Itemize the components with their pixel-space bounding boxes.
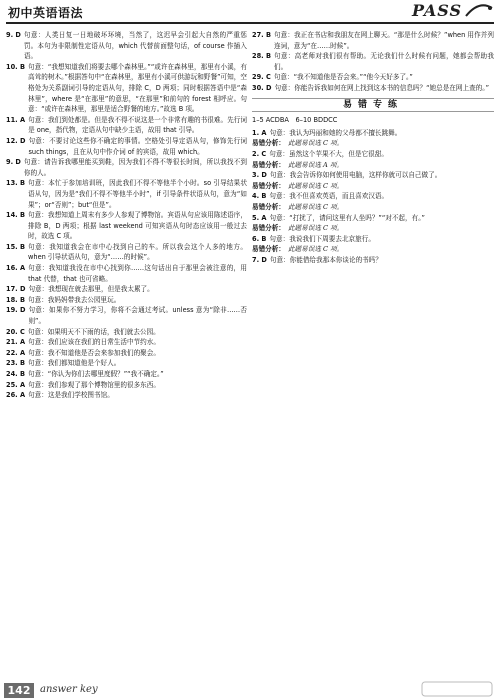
question-number: 10. B [6,62,26,71]
explanation-text: 句意：如果明天不下雨的话，我们就去公园。 [27,327,160,336]
answer-entry [252,213,494,224]
question-number: 4. B [252,192,267,201]
error-entry-list [252,128,494,266]
explanation-text: 句意：如果你不努力学习，你将不会通过考试。unless 意为“除非……否则”。 [28,306,247,326]
explanation-text: 句意：我不知道他是否会来参加我们的聚会。 [28,348,160,357]
answer-entry [6,115,247,136]
explanation-text: 句意：虽然这个苹果不大，但是它很甜。 [269,149,388,158]
explanation-text: 句意：我妈妈带我去公园里玩。 [28,295,121,304]
answer-entry [252,51,494,72]
analysis-text: 此题易误选 C 项。 [287,202,344,211]
question-number: 13. B [6,179,26,188]
answer-entry [6,210,247,242]
answer-entry [252,170,494,181]
answer-line: 1–5 ACDBA 6–10 BDDCC [252,116,338,125]
answer-entry [252,255,494,266]
error-analysis [252,138,494,149]
answer-entry [6,242,247,263]
answer-entry [252,234,494,245]
explanation-text: 句意：我想现在就去那里，但是我太累了。 [28,285,154,294]
explanation-text: 句意：“你认为你们去哪里度假？”“我不确定。” [28,370,164,378]
analysis-text: 此题易误选 C 项。 [287,181,344,190]
book-title: 初中英语语法 [8,6,84,20]
explanation-text: 句意：“我不知道他是否会来。”“他今天好多了。” [273,73,413,82]
explanation-text: 句意：人类日复一日地破坏环境，当然了，这迟早会引起大自然的严重惩罚。本句为非限制性定语从句，which 代替前面整句话，of course 作插入语。 [23,31,247,61]
explanation-text: 句意：不要讨论这些你不确定的事情。空格处引导定语从句，修饰先行词 such things，且在从句中作介词 of 的宾语，故用 which。 [28,136,247,156]
question-number: 20. C [6,327,25,336]
analysis-label: 易错分析： [252,181,285,190]
question-number: 18. B [6,295,26,304]
question-number: 14. B [6,211,26,220]
brand-logo: PASS [411,1,462,20]
explanation-text: 句意：我正在书店和我朋友在网上聊天。“那是什么时候？”when 用作并列连词，意为“在……时候”。 [274,31,494,50]
error-analysis [252,181,494,192]
answer-entry [6,62,247,115]
answer-entry [6,369,247,380]
analysis-text: 此题易误选 A 项。 [287,160,344,169]
question-number: 25. A [6,380,26,389]
answer-entry [6,348,247,359]
answer-entry [6,30,247,62]
page-number: 142 [4,683,34,698]
right-entry-list [252,30,494,94]
explanation-text: 句意：“打扰了，请问这里有人坐吗？”“对不起，有。” [269,213,425,222]
question-number: 19. D [6,306,26,315]
error-analysis [252,202,494,213]
explanation-text: 句意：我知道我会在市中心找到自己的车。所以我会这个人多的地方。when 引导状语从句，意为“……的时候”。 [28,242,247,262]
question-number: 30. D [252,83,272,92]
page-header [0,0,500,32]
question-number: 15. B [6,242,26,251]
error-analysis [252,244,494,255]
answer-entry [252,83,494,94]
question-number: 9. D [6,31,21,39]
question-number: 27. B [252,31,272,39]
answer-entry [6,295,247,306]
explanation-text: 句意：我想知道上周末有多少人参观了博物馆。宾语从句应该用陈述语序，排除 B，D 两项；根据 last weekend 可知宾语从句时态应该用一般过去时，故选 C 项。 [28,211,247,241]
analysis-text: 此题易误选 C 项。 [287,139,344,148]
question-number: 12. D [6,136,26,145]
explanation-text: 句意：我们参观了那个博物馆里的很多东西。 [28,380,160,389]
page-footer [0,682,500,700]
explanation-text: 句意：“我想知道我们将要去哪个森林里。”“或许在森林里，那里有小溪，有高耸的树木。”根据答句中“在森林里，那里有小溪可供游玩和野餐”可知，空格处为关系副词引导的定语从句，排除 C，D 两项；同时根据答语中是“森林里”，where 是“在那里”的意思，“在那里”和前句的 forest 相呼应。句意：“或许在森林里，那里是适合野餐的地方。”故选 B 项。 [28,62,247,114]
brand-mark-icon [464,2,494,20]
question-number: 9. D [6,158,21,167]
question-number: 24. B [6,370,26,378]
explanation-text: 句意：本忙于参加培训班，因此我们不得不等他半个小时。so 引导结果状语从句，因为是“我们不得不等他半小时”，if 引导条件状语从句，意为“如果”；or“否则”；but“但是”。 [28,179,247,209]
question-number: 3. D [252,171,267,180]
answer-entry [6,157,247,178]
explanation-text: 句意：我们应该在我们的日常生活中节约水。 [28,338,160,347]
error-analysis [252,160,494,171]
question-number: 6. B [252,234,267,243]
error-analysis [252,223,494,234]
explanation-text: 句意：我会告诉你如何使用电脑，这样你就可以自己做了。 [269,171,442,180]
question-number: 1. A [252,128,267,137]
question-number: 21. A [6,338,26,347]
question-number: 22. A [6,348,26,357]
explanation-text: 句意：我知道我没在市中心找到你……这句话出自于那里会被注意的，用 that 代替，that 也可省略。 [28,264,247,283]
question-number: 2. C [252,149,267,158]
answer-entry [6,337,247,348]
analysis-text: 此题易误选 C 项。 [287,245,344,254]
question-number: 17. D [6,285,26,294]
question-number: 7. D [252,255,267,264]
explanation-text: 句意：高老师对我们很有帮助。无论我们什么时候有问题，她都会帮助我们。 [274,52,494,71]
answer-entry [6,284,247,295]
answer-entry [6,327,247,338]
question-number: 23. B [6,359,26,368]
answer-entry [252,30,494,51]
explanation-text: 句意：我们到处都是。但是我不得不说这是一个非常有趣的书很难。先行词是 one，指代物，定语从句中缺少主语，故用 that 引导。 [28,115,247,135]
question-number: 28. B [252,52,272,61]
explanation-text: 句意：我认为玛丽和她的父母都不擅长跳舞。 [269,128,402,137]
analysis-label: 易错分析： [252,224,285,233]
explanation-text: 句意：这是我们学校图书馆。 [28,391,114,400]
explanation-text: 句意：请告诉我哪里能买到鞋，因为我们不得不等很长时间，所以我找不到你的人。 [23,158,247,177]
section-heading: 易错专练 [252,98,494,113]
answer-entry [252,128,494,139]
watermark-icon [420,676,494,700]
answer-entry [6,136,247,157]
answer-entry [252,191,494,202]
analysis-label: 易错分析： [252,202,285,211]
question-number: 16. A [6,264,26,273]
answer-key-label: answer key [40,684,98,695]
explanation-text: 句意：你能借给我那本你谈论的书吗？ [269,255,382,264]
header-rule [6,22,494,24]
answer-entry [6,178,247,210]
left-column [6,30,247,401]
right-column [252,30,494,265]
analysis-label: 易错分析： [252,245,285,254]
explanation-text: 句意：你能告诉我如何在网上找到这本书的信息吗？“她总是在网上查的。” [274,83,489,92]
answer-entry [6,380,247,391]
explanation-text: 句意：我不但喜欢英语，而且喜欢汉语。 [269,192,389,201]
analysis-text: 此题易误选 C 项。 [287,224,344,233]
question-number: 26. A [6,391,26,400]
question-number: 5. A [252,213,267,222]
answer-entry [252,72,494,83]
explanation-text: 句意：我说我们下周要去北京旅行。 [269,234,375,243]
answer-entry [252,149,494,160]
answer-entry [6,390,247,401]
answer-entry [6,358,247,369]
answer-entry [6,263,247,284]
question-number: 11. A [6,115,26,124]
question-number: 29. C [252,73,271,82]
analysis-label: 易错分析： [252,139,285,148]
answer-entry [6,305,247,326]
explanation-text: 句意：我们都知道他是个好人。 [28,359,121,368]
analysis-label: 易错分析： [252,160,285,169]
